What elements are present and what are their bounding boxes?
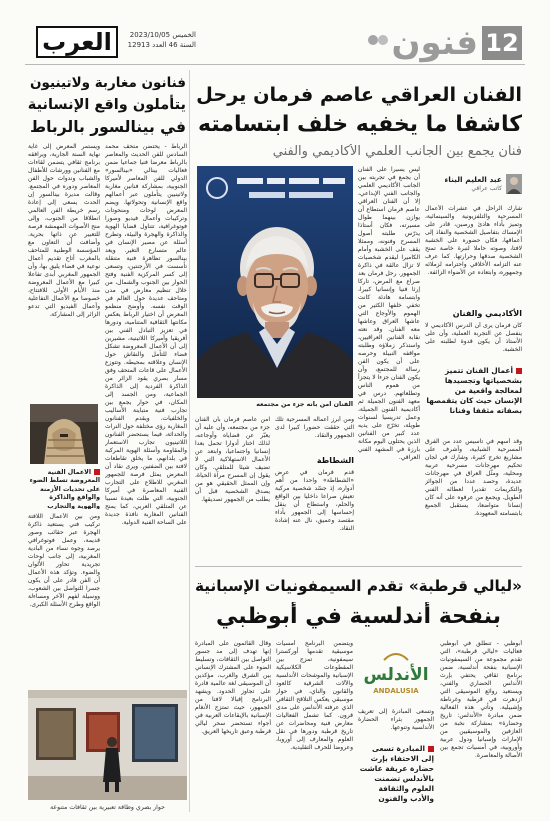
main-headline-line: الفنان العراقي عاصم فرمان يرحل bbox=[196, 83, 522, 106]
side-headline-line: في بينالسور بالرباط bbox=[30, 118, 186, 136]
article-body-column: الرباط - يحتضن متحف محمد السادس للفن الحديث والمعاصر بالرباط معرضا فنيا جماعيا ضمن فعاليات بينالي «بينالسور» الدولي للفن المعاصر لأميركا الجنوبية، بمشاركة فنانين مغاربة ولاتينيين يتأملون عبر أعمالهم واقع الإنسانية وتحولاتها. ويضم المعرض لوحات ومنحوتات وتركيبات وأعمال فيديو وصورا فوتوغرافية، تتناول قضايا الهوية والذاكرة والهجرة والبيئة، وتطرح أسئلة عن مصير الإنسان في عالم متسارع التغير. ويعد بينالسور تظاهرة فنية متنقلة تأسست في الأرجنتين، وتسعى إلى كسر المركزية الفنية وفتح الحوار بين الجنوب والشمال، من خلال تنظيم معارض في مدن ومتاحف عديدة حول العالم في الوقت نفسه. وأوضح منظمو المعرض أن اختيار الرباط يعكس مكانتها الثقافية المتنامية، ودورها في تعزيز التبادل الفني بين أفريقيا وأميركا اللاتينية، مشيرين إلى أن الأعمال المعروضة تشكل فضاء للتأمل والنقاش حول الإنسان وعلاقته بمحيطه. وتتوزع الأعمال على قاعات المتحف وفق مسار بصري يقود الزائر من الذاكرة الفردية إلى الذاكرة الجماعية، ومن الجسد إلى المكان، في حوار يجمع بين تجارب فنية متباينة الأساليب والخلفيات. ويقدم الفنانون المغاربة رؤى مختلفة حول التراث والحداثة، فيما يستحضر الفنانون اللاتينيون تجارب الاستعمار والمقاومة وأسئلة الهوية المركبة في بلدانهم، ما يخلق تقاطعات لافتة بين الضفتين. ويرى نقاد أن المعرض يمثل فرصة للجمهور المغربي للاطلاع على التجارب الفنية المعاصرة في أميركا الجنوبية، التي ظلت بعيدة نسبيا عن المتلقي العربي، كما يمنح الفنانين المغاربة نافذة جديدة على الساحة الفنية الدولية. bbox=[105, 143, 187, 526]
author-text bbox=[444, 175, 502, 193]
logo-arabic-text: الأندلس bbox=[363, 665, 429, 685]
photo-caption: الفنان آمن بأنه جزء من مجتمعه bbox=[256, 401, 353, 408]
pull-quote-text: أعمال الفنان تتميز بشخصياتها وتجسيدها لمعالجة واقعية من الإنسان حيث كان يتقمصها بصفاته مثقفا وفنانا bbox=[426, 366, 522, 415]
article-body-column: شارك الراحل في عشرات الأعمال المسرحية والتلفزيونية والسينمائية، وتميز بأداء هادئ ورصين، قادر على الإمساك بتفاصيل الشخصية والنفاذ إلى أعماقها، فكان حضوره على الخشبة لافتا، وصوته حاملا لنبرة خاصة تمنح الشخصية صدقها وحرارتها. كما عرف عنه التزامه الأخلاقي واحترامه لزملائه وجمهوره، وابتعاده عن الأضواء الزائفة. bbox=[425, 205, 522, 276]
quote-marker bbox=[516, 368, 522, 374]
gallery-photo bbox=[28, 690, 187, 800]
pull-quote bbox=[358, 744, 434, 808]
author-role: كاتب عراقي bbox=[471, 185, 502, 192]
side-headline-line: يتأملون واقع الإنسانية bbox=[28, 97, 186, 113]
pull-quote-text: المبادرة تسعى إلى الاحتفاء بإرث حضارة عريقة عاشت بالأندلس تضمنت العلوم والثقافة والأدب والفنون bbox=[359, 744, 434, 803]
author-avatar bbox=[506, 174, 522, 194]
page-number: 12 bbox=[482, 26, 522, 60]
article-subhead: الشطاطة bbox=[316, 456, 354, 465]
quote-marks-icon bbox=[368, 33, 388, 47]
article-body-column: ومن بين الأعمال اللافتة تركيب فني يستعيد ذاكرة الهجرة عبر حقائب وصور قديمة، وعمل فوتوغرافي يرصد وجوه نساء من البادية المغربية، إلى جانب لوحات تجريدية تحاور الألوان والضوء. وتؤكد هذه الأعمال أن الفن قادر على أن يكون جسرا للتواصل بين الشعوب، ووسيلة لفهم الآخر ومساءلة الواقع وطرح الأسئلة الكبرى. bbox=[28, 513, 100, 608]
main-subtitle: فنان يجمع بين الجانب العلمي الأكاديمي والفني bbox=[272, 144, 522, 159]
article-body-column: ليس يسيرا على الفنان أن يجمع في تجربته بين الجانب الأكاديمي العلمي والجانب الفني الإبداعي، إلا أن الفنان العراقي عاصم فرمان استطاع أن يوازن بينهما طوال مسيرته، فكان أستاذا يدرّس طلبته أصول المسرح وفنونه، وممثلا يقف على الخشبة وأمام الكاميرا ليقدم شخصيات لا تزال عالقة في ذاكرة الجمهور. رحل فرمان بعد صراع مع المرض، تاركا إرثا فنيا وإنسانيا كبيرا، وابتسامة هادئة كانت تخفي خلفها الكثير من الهموم والأوجاع التي عاشها العراق وعاشها معه الفنان. وقد نعته نقابة الفنانين العراقيين، واستذكر زملاؤه وطلبته مواقفه النبيلة وحرصه على أن يكون الفن رسالة للمجتمع، وأن يكون الفنان جزءا لا يتجزأ من هموم الناس وتطلعاتهم. درس في معهد الفنون الجميلة ثم أكاديمية الفنون الجميلة، وعمل تدريسيا لسنوات طويلة، تخرّج على يديه عدد كبير من الفنانين الذين يحتلون اليوم مكانة بارزة في المشهد الفني العراقي. bbox=[358, 166, 420, 461]
article-body-column: وقال القائمون على المبادرة إنها تهدف إلى مد جسور التواصل بين الثقافات، وتسليط الضوء على المشترك الإنساني بين الشرق والغرب، مؤكدين أن الموسيقى لغة عالمية قادرة على تجاوز الحدود. ويشهد البرنامج إقبالا لافتا من الجمهور، حيث تمتزج الأنغام الإسبانية بالإيقاعات العربية في أجواء تستحضر سحر ليالي قرطبة وعبق تاريخها العريق. bbox=[195, 640, 271, 735]
image-caption bbox=[28, 469, 100, 509]
andalusia-logo bbox=[358, 646, 434, 704]
article-body-column: ومن أبرز أعماله المسرحية تلك التي حققت حضورا كبيرا لدى الجمهور والنقاد. bbox=[275, 416, 354, 439]
issue-date: الخميس 2023/10/05 bbox=[129, 31, 196, 39]
caption-marker bbox=[94, 469, 100, 475]
article-body-column: وتسعى المبادرة إلى تعريف الجمهور بثراء الحضارة الأندلسية وتنوعها. bbox=[358, 708, 434, 731]
image-caption: حوار بصري وطاقة تعبيرية بين ثقافات متنوعة bbox=[50, 804, 165, 811]
issue-number: السنة 46 العدد 12913 bbox=[127, 41, 196, 49]
article-subhead: الأكاديمي والفنان bbox=[452, 309, 522, 318]
article-body-column: ويتضمن البرنامج أمسيات موسيقية تقدمها أوركسترا سيمفونية، تمزج بين المقطوعات الكلاسيكية الإسبانية والموشحات الأندلسية والآلات الشرقية كالعود والقانون والناي، في حوار موسيقي يعكس التلاقح الثقافي الذي عرفته الأندلس على مدى قرون. كما تشمل الفعاليات معارض فنية ومحاضرات عن تاريخ قرطبة ودورها في نقل العلوم والمعارف إلى أوروبا، وعروضا للحرف التقليدية. bbox=[276, 640, 353, 751]
caption-text: الأعمال الفنية المعروضة تسلط الضوء على تحديات الأزمنة والواقع والذاكرة والهوية والتجارب bbox=[29, 469, 100, 509]
article-body-column: كان فرمان يرى أن الدرس الأكاديمي لا ينفصل عن التجربة العملية، وأن على الأستاذ أن يكون قدوة لطلبته على الخشبة. bbox=[425, 322, 522, 353]
article-body-column: وقد أسهم في تأسيس عدد من الفرق المسرحية الشبابية، وأشرف على مشاريع تخرج كثيرة، وشارك في لجان تحكيم مهرجانات مسرحية عربية ومحلية، ومثّل العراق في مهرجانات عديدة، وحصد عددا من الجوائز والتكريمات تقديرا لعطائه الفني الطويل. ويجمع من عرفوه على أنه كان إنسانا متواضعا، يستقبل الجميع بابتسامته المعهودة. bbox=[425, 438, 522, 517]
author-byline bbox=[425, 168, 522, 200]
masthead-logo: العرب bbox=[36, 26, 118, 58]
pull-quote bbox=[425, 366, 522, 434]
article-body-column: أبوظبي - تنطلق في أبوظبي فعاليات «ليالي قرطبة»، التي تقدم مجموعة من السيمفونيات الإسبانية بنفحة أندلسية، ضمن برنامج ثقافي يحتفي بإرث الأندلس الحضاري والفني، ويستعيد روائع الموسيقى التي ازدهرت في قرطبة وغرناطة وإشبيلية. وتأتي هذه الفعالية ضمن مبادرة «الأندلس: تاريخ وحضارة» بمشاركة نخبة من العازفين والموسيقيين من الإمارات وإسبانيا ودول عربية وأوروبية، في أمسيات تجمع بين الأصالة والمعاصرة. bbox=[440, 640, 522, 759]
side-headline-line: فنانون مغاربة ولاتينيون bbox=[30, 75, 186, 91]
second-headline-line: «ليالي قرطبة» تقدم السيمفونيات الإسبانية bbox=[195, 577, 522, 595]
logo-latin-text: ANDALUSIA bbox=[373, 687, 419, 695]
author-name: عبد العليم البناء bbox=[444, 175, 502, 184]
second-headline-line: بنفحة أندلسية في أبوظبي bbox=[216, 604, 501, 629]
column-divider bbox=[189, 70, 190, 812]
artist-portrait-photo bbox=[197, 166, 353, 398]
issue-info bbox=[122, 30, 196, 52]
article-divider bbox=[195, 566, 522, 567]
article-body-column: آمن عاصم فرمان بأن الفنان جزء من مجتمعه، وأن عليه أن يعبّر عن قضاياه وأوجاعه، لذلك اختار أدوارا تحمل بعدا إنسانيا واجتماعيا، وابتعد عن الأعمال الاستهلاكية التي لا تضيف شيئا للمتلقي. وكان يقول إن المسرح مرآة الحياة، وإن الممثل الحقيقي هو من يصدق الشخصية قبل أن يطلب من الجمهور تصديقها. bbox=[195, 416, 270, 503]
article-body-column: ويستمر المعرض إلى غاية نهاية السنة الجارية، ويرافقه برنامج ثقافي يتضمن لقاءات مع الفنانين وورشات للأطفال والشباب وندوات حول الفن المعاصر ودوره في المجتمع. وقالت مديرة بينالسور إن الحدث يسعى إلى إعادة رسم خريطة الفن العالمي انطلاقا من الجنوب، وإلى منح الأصوات المهمشة فرصة للتعبير عن ذاتها بحرية. وأضافت أن التعاون مع المؤسسة الوطنية للمتاحف بالمغرب أتاح تقديم أعمال نوعية في فضاء يليق بها، وأن الجمهور المغربي أبدى تفاعلا كبيرا مع الأعمال المعروضة منذ الأيام الأولى للافتتاح، خصوصا مع الأعمال التفاعلية وأعمال الفيديو التي تدعو الزائر إلى المشاركة. bbox=[28, 143, 100, 318]
exhibition-photo-veiled-figure bbox=[30, 404, 98, 464]
quote-marker bbox=[428, 746, 434, 752]
article-body-column: قدم فرمان في عرض «الشطاطة» واحدا من أهم أدواره، إذ جسّد شخصية مركبة تعيش صراعا داخليا بين الواقع والحلم، واستطاع أن ينقل إحساسها إلى الجمهور بأداء مقتصد وعميق، نال عنه إشادة النقاد. bbox=[275, 469, 354, 532]
section-title: فنون bbox=[391, 23, 478, 63]
header-divider bbox=[25, 64, 525, 65]
main-headline-line: كاشفا ما يخفيه خلف ابتسامته bbox=[198, 112, 522, 137]
